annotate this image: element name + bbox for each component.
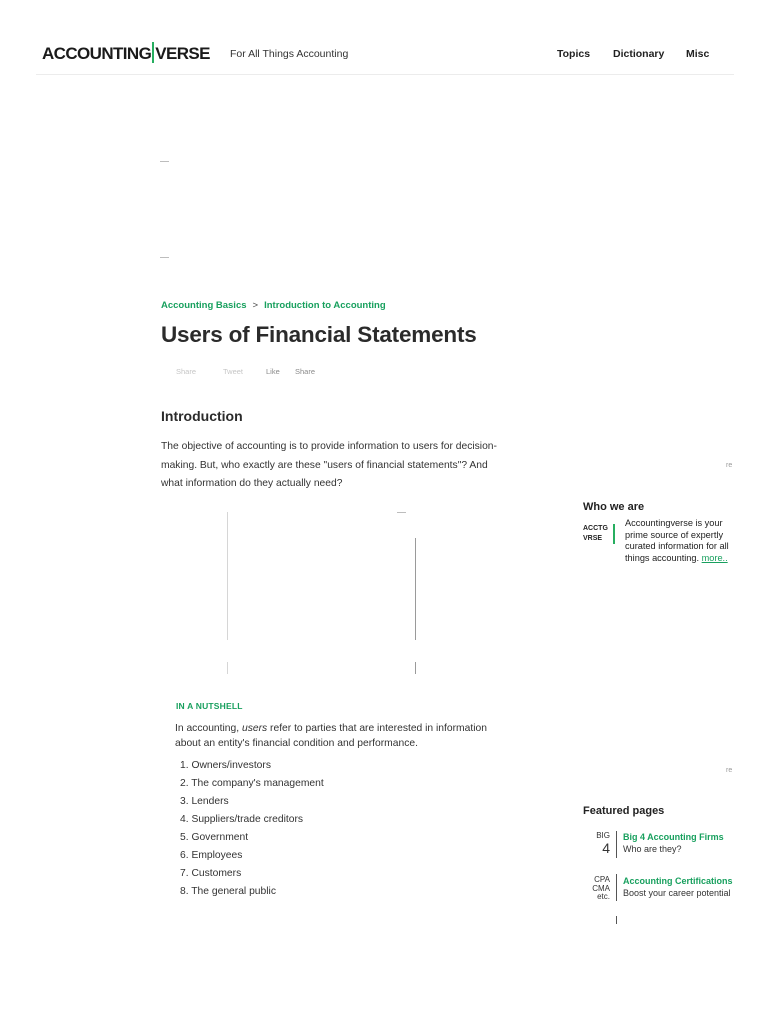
who-logo-line-1: ACCTG — [583, 525, 608, 532]
like-button[interactable]: Like — [266, 367, 280, 376]
who-we-are-body: Accountingverse is your prime source of expertly curated information for all things accounting. — [625, 518, 729, 563]
site-header — [36, 0, 734, 75]
list-item: 1. Owners/investors — [180, 760, 271, 771]
featured-link-certifications[interactable]: Accounting Certifications — [623, 876, 733, 886]
who-logo-bar-icon — [613, 524, 615, 544]
list-item: 6. Employees — [180, 850, 243, 861]
tweet-button[interactable]: Tweet — [223, 367, 244, 376]
media-placeholder-right-edge — [415, 538, 416, 640]
breadcrumb — [161, 300, 386, 311]
cert-icon-line-3: etc. — [597, 892, 610, 901]
users-list — [180, 758, 324, 902]
featured-pages-heading: Featured pages — [583, 805, 665, 817]
list-item: 2. The company's management — [180, 778, 324, 789]
media-placeholder-dash — [397, 512, 406, 513]
featured-divider — [616, 831, 617, 858]
media-placeholder-right-tick — [415, 662, 416, 674]
intro-paragraph: The objective of accounting is to provide information to users for decision-making. But, who exactly are these "users of financial statements"? And what information do they actually need? — [161, 441, 497, 489]
section-heading-introduction: Introduction — [161, 408, 243, 424]
list-item: 8. The general public — [180, 886, 276, 897]
big4-icon-line-1: BIG — [596, 831, 610, 840]
cert-icon-line-2: CMA — [592, 883, 610, 893]
media-placeholder-left-tick — [227, 662, 228, 674]
featured-divider-partial — [616, 916, 617, 924]
nutshell-text-emphasis: users — [241, 723, 268, 734]
who-logo-line-2: VRSE — [583, 535, 603, 542]
nutshell-text-post: refer to parties that are interested in information about an entity's financial condition and performance. — [175, 723, 487, 749]
more-link[interactable]: more.. — [701, 552, 728, 563]
who-we-are-heading: Who we are — [583, 501, 645, 513]
big4-icon-line-2: 4 — [602, 839, 610, 856]
nutshell-label: IN A NUTSHELL — [176, 701, 243, 711]
sidebar-ad-marker: re — [726, 462, 733, 469]
page-title: Users of Financial Statements — [161, 322, 477, 347]
featured-subtitle-certifications: Boost your career potential — [623, 888, 731, 898]
featured-subtitle-big4: Who are they? — [623, 844, 682, 854]
ad-placeholder-top — [160, 161, 169, 162]
nav-topics[interactable]: Topics — [557, 48, 591, 60]
share-button-facebook[interactable]: Share — [176, 367, 197, 376]
ad-placeholder-bottom — [160, 257, 169, 258]
logo-text-verse: VERSE — [155, 44, 210, 63]
sidebar-ad-marker: re — [726, 767, 733, 774]
logo-bar-icon — [152, 42, 154, 63]
featured-link-big4[interactable]: Big 4 Accounting Firms — [623, 832, 724, 842]
site-logo[interactable] — [42, 42, 210, 64]
big4-icon — [586, 832, 610, 856]
list-item: 3. Lenders — [180, 796, 229, 807]
logo-text-accounting: ACCOUNTING — [42, 44, 152, 63]
list-item: 4. Suppliers/trade creditors — [180, 814, 304, 825]
breadcrumb-intro-to-accounting[interactable]: Introduction to Accounting — [264, 300, 386, 311]
who-we-are-text — [625, 518, 735, 564]
list-item: 7. Customers — [180, 868, 242, 879]
list-item: 5. Government — [180, 832, 249, 843]
nav-dictionary[interactable]: Dictionary — [613, 48, 665, 60]
cert-icon-line-1: CPA — [594, 875, 610, 884]
share-button[interactable]: Share — [295, 367, 316, 376]
site-tagline: For All Things Accounting — [230, 48, 349, 60]
certifications-icon — [586, 876, 610, 902]
acctgvrse-logo — [583, 524, 617, 544]
nutshell-text-pre: In accounting, — [175, 723, 242, 734]
breadcrumb-accounting-basics[interactable]: Accounting Basics — [161, 300, 247, 311]
media-placeholder-left-edge — [227, 512, 228, 640]
breadcrumb-separator: > — [252, 300, 259, 311]
nav-misc[interactable]: Misc — [686, 48, 710, 60]
featured-divider — [616, 874, 617, 901]
nutshell-paragraph — [175, 721, 510, 751]
